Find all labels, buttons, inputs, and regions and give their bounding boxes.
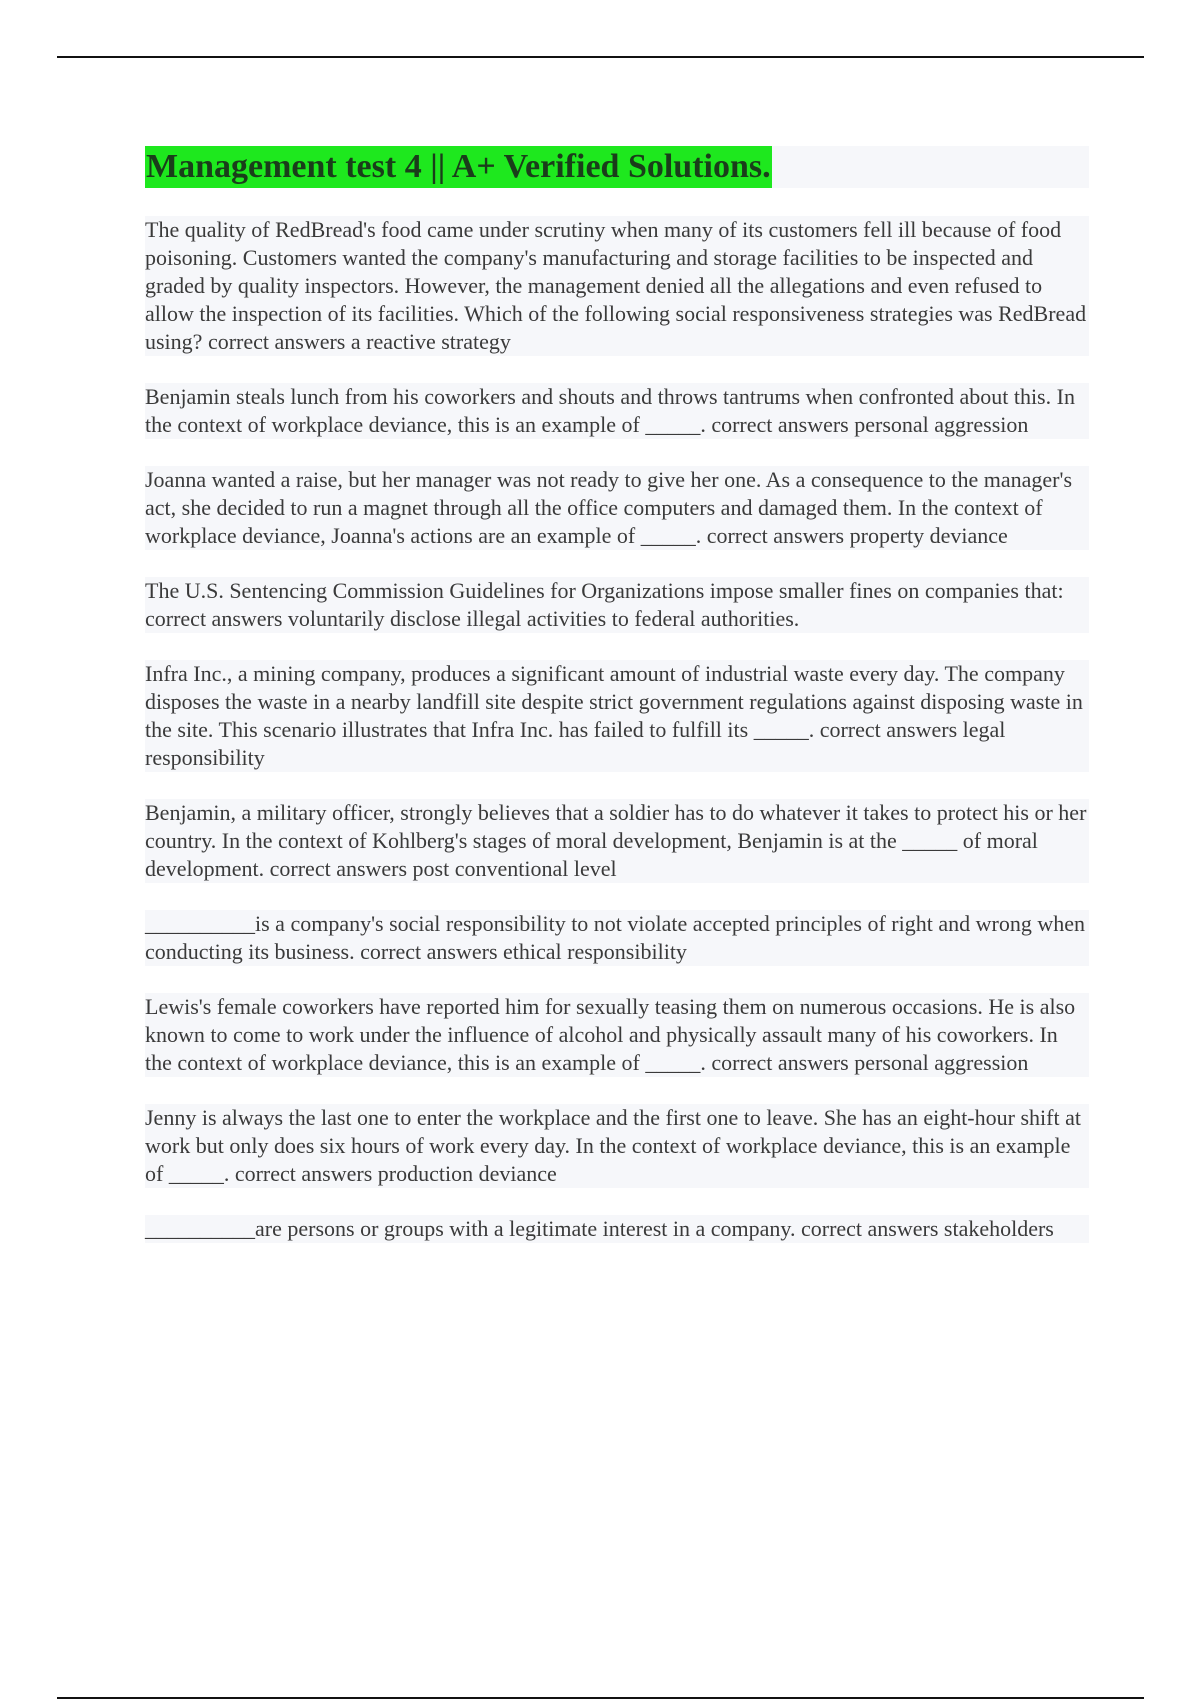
qa-item-8: Lewis's female coworkers have reported him for sexually teasing them on numerous occasions. He is also known to come to work under the influence of alcohol and physically assault many of his coworkers. In the context of workplace deviance, this is an example of _____. correct answers personal aggression	[145, 993, 1089, 1077]
bottom-rule	[57, 1697, 1144, 1699]
document-title: Management test 4 || A+ Verified Solutions.	[145, 146, 772, 188]
document-body	[145, 146, 1089, 1265]
qa-item-7: __________is a company's social responsibility to not violate accepted principles of right and wrong when conducting its business. correct answers ethical responsibility	[145, 910, 1089, 966]
qa-item-9: Jenny is always the last one to enter the workplace and the first one to leave. She has an eight-hour shift at work but only does six hours of work every day. In the context of workplace deviance, this is an example of _____. correct answers production deviance	[145, 1104, 1089, 1188]
qa-item-5: Infra Inc., a mining company, produces a significant amount of industrial waste every day. The company disposes the waste in a nearby landfill site despite strict government regulations against disposing waste in the site. This scenario illustrates that Infra Inc. has failed to fulfill its _____. correct answers legal responsibility	[145, 660, 1089, 772]
qa-item-1: The quality of RedBread's food came under scrutiny when many of its customers fell ill because of food poisoning. Customers wanted the company's manufacturing and storage facilities to be inspected and graded by quality inspectors. However, the management denied all the allegations and even refused to allow the inspection of its facilities. Which of the following social responsiveness strategies was RedBread using? correct answers a reactive strategy	[145, 216, 1089, 356]
qa-item-6: Benjamin, a military officer, strongly believes that a soldier has to do whatever it takes to protect his or her country. In the context of Kohlberg's stages of moral development, Benjamin is at the _____ of moral development. correct answers post conventional level	[145, 799, 1089, 883]
qa-item-3: Joanna wanted a raise, but her manager was not ready to give her one. As a consequence to the manager's act, she decided to run a magnet through all the office computers and damaged them. In the context of workplace deviance, Joanna's actions are an example of _____. correct answers property deviance	[145, 466, 1089, 550]
qa-item-4: The U.S. Sentencing Commission Guidelines for Organizations impose smaller fines on companies that: correct answers voluntarily disclose illegal activities to federal authorities.	[145, 577, 1089, 633]
title-band	[145, 146, 1089, 188]
qa-item-10: __________are persons or groups with a legitimate interest in a company. correct answers stakeholders	[145, 1215, 1089, 1243]
qa-item-2: Benjamin steals lunch from his coworkers and shouts and throws tantrums when confronted about this. In the context of workplace deviance, this is an example of _____. correct answers personal aggression	[145, 383, 1089, 439]
top-rule	[57, 56, 1144, 58]
